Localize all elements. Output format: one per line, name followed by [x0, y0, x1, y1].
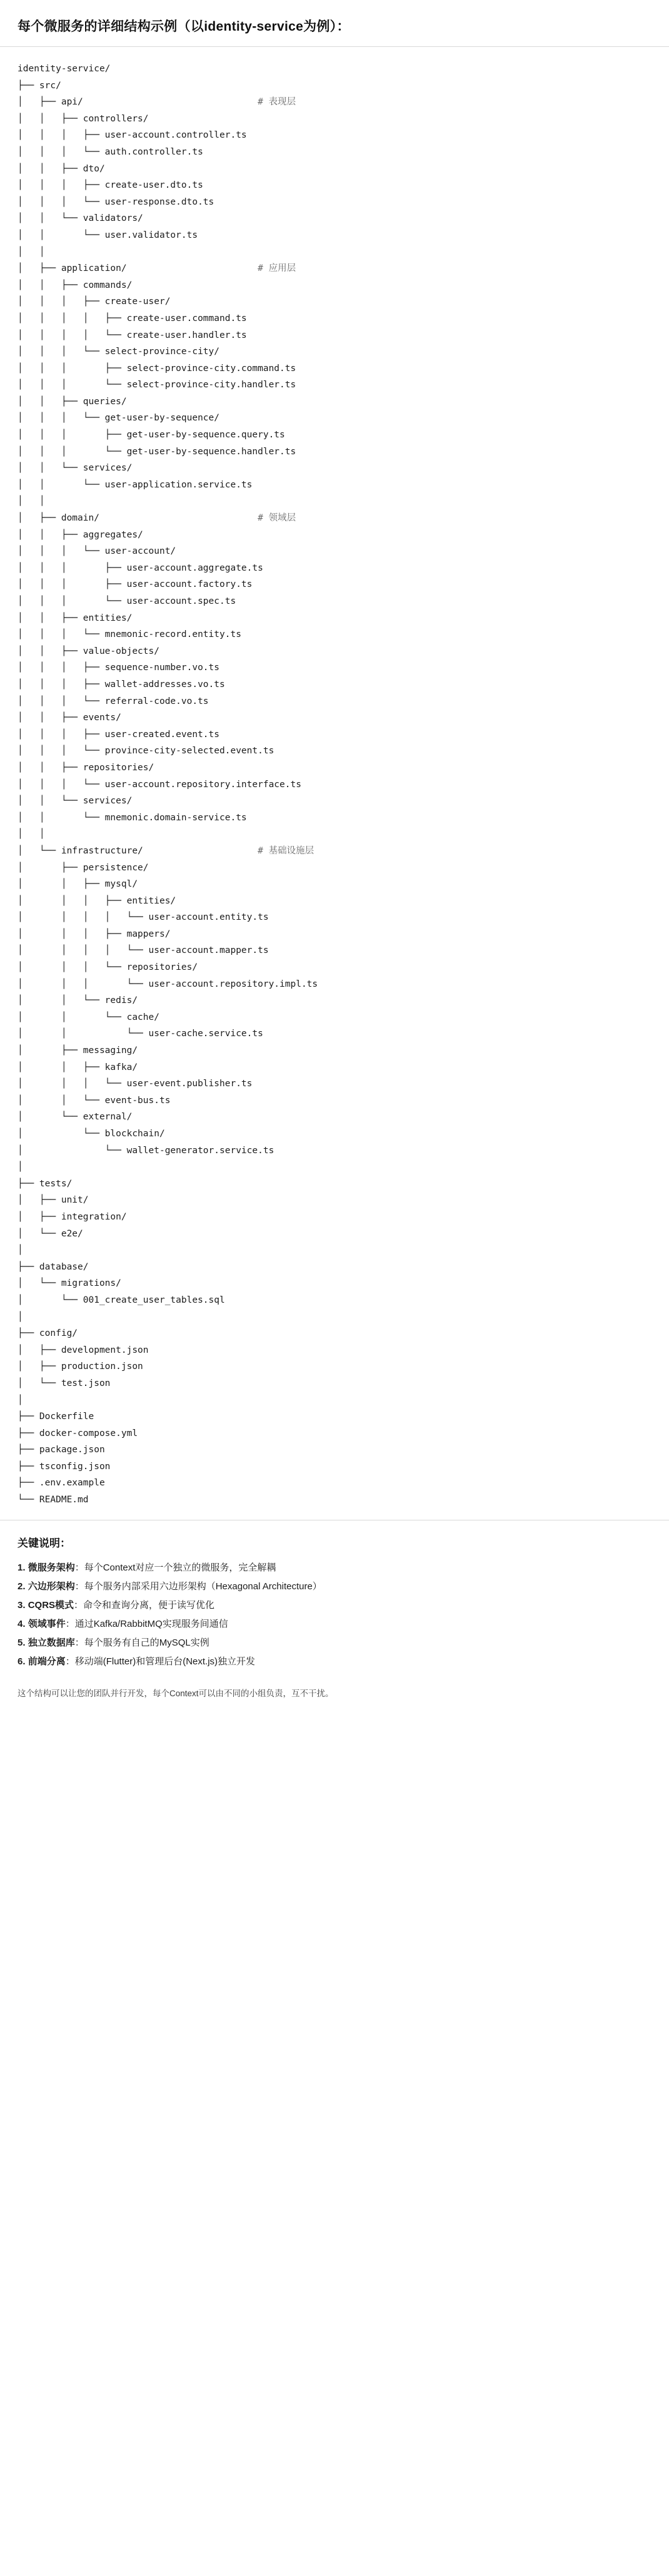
tree-line [18, 493, 651, 510]
tree-line [18, 826, 651, 843]
tree-line-path: │ │ ├── aggregates/ [18, 529, 143, 540]
tree-line-path: │ │ └── event-bus.ts [18, 1095, 171, 1106]
tree-line-path: │ │ ├── value-objects/ [18, 646, 159, 656]
tree-line-path: │ [18, 1162, 23, 1173]
tree-line-path: │ │ │ └── repositories/ [18, 962, 198, 973]
tree-line [18, 1026, 651, 1042]
tree-line [18, 194, 651, 211]
tree-line [18, 394, 651, 410]
tree-line [18, 1092, 651, 1109]
tree-line-path: │ │ └── cache/ [18, 1012, 159, 1022]
tree-line [18, 926, 651, 943]
tree-line-gap [127, 263, 258, 273]
tree-line [18, 310, 651, 327]
tree-line-gap [143, 846, 258, 856]
tree-line [18, 1159, 651, 1176]
tree-line-path: ├── .env.example [18, 1478, 105, 1489]
tree-line [18, 260, 651, 277]
tree-line-path: │ │ │ └── province-city-selected.event.ts [18, 746, 274, 756]
tree-line [18, 1042, 651, 1059]
tree-line [18, 477, 651, 494]
key-note-index: 1. [18, 1562, 26, 1573]
tree-line-path: │ │ └── user-cache.service.ts [18, 1029, 263, 1039]
tree-line [18, 277, 651, 294]
tree-line-path: │ [18, 1395, 23, 1405]
tree-line-path: │ ├── messaging/ [18, 1046, 138, 1056]
page-title: 每个微服务的详细结构示例（以identity-service为例）： [18, 19, 350, 34]
tree-line [18, 244, 651, 261]
tree-line-path: │ │ ├── commands/ [18, 280, 133, 290]
tree-line-path: │ │ [18, 247, 45, 257]
tree-line-path: │ │ ├── kafka/ [18, 1062, 138, 1072]
key-note-text: ：命令和查询分离，便于读写优化 [74, 1599, 215, 1611]
tree-line [18, 992, 651, 1009]
tree-line [18, 1342, 651, 1359]
tree-line-path: │ │ └── validators/ [18, 213, 143, 224]
tree-line [18, 810, 651, 827]
tree-line-path: ├── Dockerfile [18, 1412, 94, 1422]
tree-line-path: │ │ │ ├── user-created.event.ts [18, 729, 220, 740]
tree-line [18, 909, 651, 926]
key-note-lead: 独立数据库 [28, 1637, 75, 1648]
tree-line-path: │ │ [18, 496, 45, 507]
tree-line-path: │ │ ├── controllers/ [18, 113, 149, 124]
tree-line [18, 1176, 651, 1193]
tree-line-path: │ │ └── user-application.service.ts [18, 479, 253, 490]
tree-line-path: │ │ │ └── user-response.dto.ts [18, 196, 214, 207]
tree-line-path: │ │ │ └── user-account.repository.interface.ts [18, 779, 301, 790]
tree-line [18, 1059, 651, 1076]
key-note-item [18, 1615, 651, 1634]
tree-line-path: │ │ │ └── select-province-city/ [18, 347, 220, 357]
tree-line-path: ├── tests/ [18, 1178, 73, 1189]
tree-line [18, 360, 651, 377]
tree-line-path: │ └── wallet-generator.service.ts [18, 1145, 274, 1156]
tree-line-path: │ │ └── user.validator.ts [18, 230, 198, 240]
tree-line-path: │ │ └── redis/ [18, 995, 138, 1006]
tree-line [18, 576, 651, 593]
tree-line-path: │ │ ├── dto/ [18, 163, 105, 174]
tree-line-path: │ └── external/ [18, 1112, 133, 1123]
key-note-lead: 六边形架构 [28, 1581, 75, 1592]
tree-line [18, 410, 651, 427]
tree-line [18, 344, 651, 360]
key-note-index: 6. [18, 1656, 26, 1667]
tree-line [18, 1425, 651, 1442]
tree-line-comment: # 领域层 [258, 513, 296, 524]
tree-line-path: ├── package.json [18, 1445, 105, 1455]
tree-line [18, 177, 651, 194]
tree-line-path: │ [18, 1245, 23, 1256]
tree-line-path: │ ├── unit/ [18, 1195, 89, 1206]
tree-line-path: │ │ │ ├── create-user.dto.ts [18, 180, 203, 191]
tree-line-path: │ │ │ └── get-user-by-sequence/ [18, 413, 220, 424]
tree-line-path: │ ├── application/ [18, 263, 127, 274]
tree-line-path: │ │ │ ├── wallet-addresses.vo.ts [18, 679, 225, 690]
tree-line-path: │ └── 001_create_user_tables.sql [18, 1295, 225, 1305]
tree-line-comment: # 基础设施层 [258, 845, 314, 856]
tree-line-path: │ │ │ └── auth.controller.ts [18, 146, 203, 157]
tree-line-path: │ │ │ │ ├── create-user.command.ts [18, 313, 247, 323]
tree-line [18, 1192, 651, 1209]
tree-line [18, 1408, 651, 1425]
tree-line-comment: # 表现层 [258, 97, 296, 108]
tree-line-path: │ ├── domain/ [18, 513, 99, 524]
key-note-text: ：通过Kafka/RabbitMQ实现服务间通信 [65, 1618, 228, 1629]
key-note-index: 3. [18, 1599, 26, 1611]
tree-line-path: │ ├── persistence/ [18, 862, 149, 873]
tree-line [18, 876, 651, 893]
tree-line [18, 1109, 651, 1126]
tree-line [18, 377, 651, 394]
tree-line [18, 843, 651, 860]
key-note-item [18, 1559, 651, 1577]
tree-line-path: │ │ │ ├── user-account.aggregate.ts [18, 563, 263, 573]
tree-line [18, 1076, 651, 1092]
tree-line [18, 560, 651, 577]
key-note-index: 4. [18, 1618, 26, 1629]
tree-line-path: │ └── e2e/ [18, 1228, 83, 1239]
tree-line [18, 543, 651, 560]
tree-line-path: │ └── test.json [18, 1378, 111, 1388]
tree-line [18, 1259, 651, 1276]
tree-line-path: │ │ │ └── user-event.publisher.ts [18, 1079, 253, 1089]
directory-tree [0, 47, 669, 1520]
tree-line-comment: # 应用层 [258, 263, 296, 274]
footer-note: 这个结构可以让您的团队并行开发，每个Context可以由不同的小组负责，互不干扰。 [18, 1688, 334, 1698]
tree-line-path: │ │ │ ├── user-account.factory.ts [18, 579, 253, 590]
tree-line [18, 893, 651, 910]
tree-line [18, 111, 651, 128]
tree-line [18, 144, 651, 161]
tree-line [18, 959, 651, 976]
tree-line [18, 327, 651, 344]
key-note-text: ：每个服务有自己的MySQL实例 [74, 1637, 209, 1648]
tree-line [18, 460, 651, 477]
tree-line-path: │ │ [18, 829, 45, 840]
tree-line-path: └── README.md [18, 1495, 89, 1505]
tree-line [18, 610, 651, 627]
tree-line-path: │ │ │ └── select-province-city.handler.ts [18, 380, 296, 390]
tree-line [18, 1226, 651, 1243]
tree-line [18, 626, 651, 643]
key-note-text: ：每个Context对应一个独立的微服务，完全解耦 [74, 1562, 276, 1573]
tree-line [18, 643, 651, 660]
tree-line-path: │ │ └── services/ [18, 796, 133, 807]
tree-line-path: │ │ └── mnemonic.domain-service.ts [18, 812, 247, 823]
key-note-lead: 领域事件 [28, 1618, 66, 1629]
tree-line-path: │ │ ├── mysql/ [18, 879, 138, 890]
tree-line-path: │ └── infrastructure/ [18, 845, 143, 856]
tree-line [18, 94, 651, 111]
tree-line-path: │ │ ├── queries/ [18, 396, 127, 407]
tree-line-path: │ │ │ │ └── user-account.mapper.ts [18, 945, 269, 956]
tree-line [18, 1309, 651, 1326]
tree-line [18, 1242, 651, 1259]
tree-line-path: ├── docker-compose.yml [18, 1428, 138, 1438]
tree-line-path: identity-service/ [18, 64, 111, 74]
tree-line-path: │ │ │ └── user-account/ [18, 546, 176, 557]
tree-line-path: ├── database/ [18, 1261, 89, 1272]
tree-line-path: │ ├── api/ [18, 97, 83, 108]
tree-line-path: │ │ │ └── get-user-by-sequence.handler.ts [18, 446, 296, 457]
tree-line [18, 61, 651, 78]
tree-line-gap [99, 513, 258, 523]
key-notes-title: 关键说明： [18, 1537, 71, 1549]
tree-line-path: │ └── blockchain/ [18, 1129, 165, 1139]
tree-line [18, 1392, 651, 1409]
tree-line-gap [83, 97, 258, 107]
key-notes-section [0, 1520, 669, 1677]
tree-line [18, 1292, 651, 1309]
tree-line [18, 444, 651, 461]
tree-line [18, 210, 651, 227]
tree-line-path: │ │ ├── repositories/ [18, 762, 154, 773]
key-note-lead: CQRS模式 [28, 1599, 74, 1611]
tree-line [18, 1358, 651, 1375]
tree-line-path: │ │ │ │ └── create-user.handler.ts [18, 330, 247, 340]
tree-line [18, 1375, 651, 1392]
tree-line [18, 676, 651, 693]
tree-line-path: │ │ ├── entities/ [18, 613, 133, 623]
tree-line-path: │ [18, 1311, 23, 1322]
tree-line [18, 527, 651, 544]
tree-line [18, 1442, 651, 1459]
tree-line [18, 710, 651, 726]
tree-line-path: │ │ │ ├── sequence-number.vo.ts [18, 663, 220, 673]
key-notes-list [18, 1559, 651, 1671]
tree-line [18, 1009, 651, 1026]
tree-line [18, 161, 651, 178]
tree-line [18, 427, 651, 444]
key-note-index: 2. [18, 1581, 26, 1592]
tree-line [18, 693, 651, 710]
tree-line-path: │ ├── development.json [18, 1345, 149, 1355]
tree-line-path: │ │ │ ├── select-province-city.command.ts [18, 363, 296, 374]
tree-line [18, 976, 651, 993]
tree-line-path: │ │ │ ├── create-user/ [18, 297, 171, 307]
tree-line-path: ├── config/ [18, 1328, 78, 1339]
tree-line-path: ├── src/ [18, 80, 61, 91]
tree-line-path: │ │ │ ├── entities/ [18, 895, 176, 906]
tree-line [18, 510, 651, 527]
key-note-text: ：每个服务内部采用六边形架构（Hexagonal Architecture） [74, 1581, 322, 1592]
tree-line [18, 760, 651, 776]
tree-line [18, 659, 651, 676]
tree-line [18, 743, 651, 760]
key-note-item [18, 1596, 651, 1615]
tree-line [18, 776, 651, 793]
tree-line [18, 227, 651, 244]
tree-line-path: │ │ ├── events/ [18, 713, 121, 723]
tree-line-path: │ │ │ │ └── user-account.entity.ts [18, 912, 269, 923]
tree-line-path: │ │ │ ├── mappers/ [18, 929, 171, 939]
tree-line [18, 593, 651, 610]
tree-line [18, 78, 651, 94]
tree-line-path: │ │ │ └── mnemonic-record.entity.ts [18, 629, 241, 640]
tree-line [18, 793, 651, 810]
tree-line-path: │ │ │ └── user-account.spec.ts [18, 596, 236, 606]
tree-line-path: │ │ └── services/ [18, 463, 133, 474]
tree-line [18, 127, 651, 144]
tree-line [18, 860, 651, 877]
tree-line [18, 1126, 651, 1143]
tree-line-path: │ │ │ └── user-account.repository.impl.ts [18, 979, 318, 989]
tree-line [18, 1143, 651, 1159]
tree-line-path: │ ├── integration/ [18, 1211, 127, 1222]
key-note-item [18, 1652, 651, 1671]
key-note-item [18, 1634, 651, 1652]
tree-line [18, 1475, 651, 1492]
tree-line [18, 1209, 651, 1226]
key-note-item [18, 1577, 651, 1596]
tree-line [18, 1325, 651, 1342]
key-note-lead: 前端分离 [28, 1656, 66, 1667]
tree-line-path: │ │ │ ├── user-account.controller.ts [18, 130, 247, 141]
tree-line-path: │ ├── production.json [18, 1362, 143, 1372]
key-note-lead: 微服务架构 [28, 1562, 75, 1573]
tree-line [18, 942, 651, 959]
tree-line [18, 1492, 651, 1509]
tree-line-path: │ │ │ └── referral-code.vo.ts [18, 696, 209, 706]
tree-line [18, 1459, 651, 1475]
tree-line [18, 726, 651, 743]
tree-line [18, 293, 651, 310]
tree-line-path: ├── tsconfig.json [18, 1461, 111, 1472]
tree-line-path: │ │ │ ├── get-user-by-sequence.query.ts [18, 430, 285, 440]
key-note-index: 5. [18, 1637, 26, 1648]
tree-line [18, 1275, 651, 1292]
tree-line-path: │ └── migrations/ [18, 1278, 121, 1289]
key-note-text: ：移动端(Flutter)和管理后台(Next.js)独立开发 [65, 1656, 256, 1667]
